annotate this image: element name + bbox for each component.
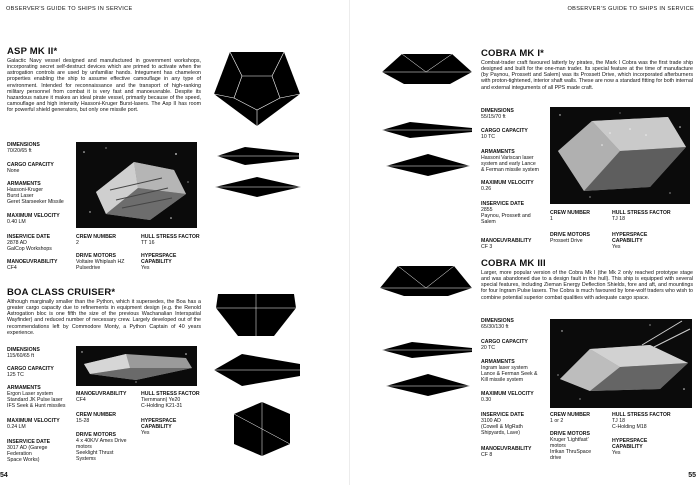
stat-label: CAPABILITY [141,424,172,430]
stat-value: Hassoni-Kruger [7,187,44,193]
stat-hull-stress [612,412,671,430]
stat-label: INSERVICE DATE [481,201,525,207]
ship-render-image [550,319,692,408]
stat-crew [550,210,590,222]
stat-value: 2 [76,240,79,246]
stat-manoeuvrability [481,446,531,458]
stat-value: TJ 18 [612,418,625,424]
stat-value: motors [76,444,92,450]
stat-value: 65/30/130 ft [481,324,509,330]
stat-dimensions [7,142,40,154]
stat-cargo [7,366,54,378]
stat-cargo [481,339,528,351]
cobra-mk3-diagram-top [378,262,474,298]
stat-label: MANOEUVRABILITY [7,259,58,265]
stat-label: HULL STRESS FACTOR [612,210,671,216]
stat-drive-motors [550,431,591,461]
stat-dimensions [481,318,514,330]
stat-armaments [7,181,64,205]
stat-value: 0.40 LM [7,219,26,225]
stat-label: MAXIMUM VELOCITY [7,418,60,424]
stat-value: IFS Seek & Hunt missiles [7,403,66,409]
stat-value: TT 16 [141,240,155,246]
stat-armaments [481,149,539,173]
asp-diagram-top [215,145,303,167]
stat-drive-motors [550,232,590,244]
boa-diagram-front [214,290,298,340]
stat-value: CF 8 [481,452,493,458]
stat-velocity [481,180,534,192]
stat-value: 2878 AD [7,240,27,246]
stat-value: (Cowell & MgRath [481,424,523,430]
stat-label: MAXIMUM VELOCITY [7,213,60,219]
stat-label: MANOEUVRABILITY [76,391,127,397]
stat-hull-stress [612,210,671,222]
boa-ship-photo [76,346,197,386]
stat-inservice-date [7,439,50,463]
stat-value: 1 [550,216,553,222]
stat-crew [76,234,116,246]
stat-value: C-Holding M18 [612,424,647,430]
stat-value: Voltaire Whiplash HZ [76,259,125,265]
stat-value: 2855 [481,207,493,213]
stat-value: Space Works) [7,457,40,463]
page-gutter [349,0,350,485]
stat-label: MANOEUVRABILITY [481,446,532,452]
stat-label: DIMENSIONS [481,318,514,324]
stat-value: 3017 AD (Garege [7,445,48,451]
stat-label: CAPABILITY [141,259,172,265]
ship-render-image [76,346,197,386]
stat-cargo [7,162,54,174]
stat-value: Tiernmann) Ye20 [141,397,181,403]
stat-value: Burst Laser [7,193,34,199]
stat-value: system and early Lance [481,161,536,167]
stat-value: None [7,168,20,174]
stat-value: 0.24 LM [7,424,26,430]
stat-manoeuvrability [7,259,57,271]
stat-value: Prossett Drive [550,238,583,244]
stat-hyperspace [141,253,176,271]
cobra-mk3-diagram-front [384,372,472,398]
ship-description: Although marginally smaller than the Python, which it supersedes, the Boa has a greater cargo capacity due to refinements in equipment design (e.g. the Renold Astrogation bloc is one fifth the size of the previous Wachanalian Interspatial Wayfinder) and reduced number of necessary crew. Largely developed out of the recommendations left by Commodore Monty, a Python Captain of 40 years experience. [7,299,201,336]
stat-label: CREW NUMBER [76,412,117,418]
stat-value: 0.30 [481,397,492,403]
stat-manoeuvrability [76,391,126,403]
stat-value: Shipyards, Lave) [481,430,520,436]
running-header-left: OBSERVER'S GUIDE TO SHIPS IN SERVICE [6,6,133,12]
stat-value: Salem [481,219,496,225]
stat-label: INSERVICE DATE [7,234,51,240]
stat-value: Standard JK Pulse laser [7,397,63,403]
stat-value: CF4 [7,265,17,271]
ship-render-image [76,142,197,228]
stat-value: Kill missile system [481,377,524,383]
stat-value: Ergon Laser system [7,391,54,397]
stat-value: Yes [141,265,150,271]
cobra-mk3-diagram-side [380,340,474,360]
stat-label: CAPABILITY [612,444,643,450]
ship-description: Galactic Navy vessel designed and manufactured in government workshops, incorporating secret self-destruct devices which are primed to activate when the astrogation controls are used by unfamiliar hands. Integument has chameleon properties enabling the ship to assume effective camouflage in any type of environment. Intended for reconnaissance and the transport of high-ranking military personnel from combat it is very fast and manoeuvrable. Despite its hazardous nature it makes an ideal pirate vessel, primarily because of the speed, camouflage and high intensity Hassoni-Kruger Burst-lasers. The Asp II has room for powerful shield generators, but only one missile port. [7,58,201,114]
stat-value: Yes [612,450,621,456]
stat-label: DRIVE MOTORS [76,253,116,259]
stat-label: CARGO CAPACITY [7,366,54,372]
stat-velocity [7,418,60,430]
stat-velocity [7,213,60,225]
stat-label: DRIVE MOTORS [76,432,116,438]
stat-label: INSERVICE DATE [481,412,525,418]
stat-label: DIMENSIONS [481,108,514,114]
stat-label: MANOEUVRABILITY [481,238,532,244]
stat-value: Ingram laser system [481,365,528,371]
stat-value: 70/20/65 ft [7,148,32,154]
stat-value: 55/15/70 ft [481,114,506,120]
stat-label: INSERVICE DATE [7,439,51,445]
ship-description: Combat-trader craft favoured latterly by pirates, the Mark I Cobra was the first trade ship designed and built for the one-man trader. Its special feature at the time of manufacture (by Paynou, Prossett and Salem) was its Prossett Drive, which incorporated afterburners with proton-tightened, interior shaft walls. These are now a standard fitting for both internal and external integuments of all PPS made craft. [481,60,693,91]
stat-value: Pulsedrive [76,265,101,271]
stat-label: DIMENSIONS [7,347,40,353]
stat-label: CREW NUMBER [550,210,591,216]
stat-velocity [481,391,534,403]
cobra-mk1-diagram-side [380,120,474,140]
stat-armaments [481,359,538,383]
stat-value: CF 3 [481,244,493,250]
stat-label: CARGO CAPACITY [7,162,54,168]
stat-value: CF4 [76,397,86,403]
ship-render-image [550,107,690,204]
stat-label: CARGO CAPACITY [481,128,528,134]
stat-dimensions [481,108,514,120]
stat-value: 20 TC [481,345,496,351]
stat-value: Lance & Ferman Seek & [481,371,538,377]
stat-crew [76,412,116,424]
asp-diagram-side [213,175,303,199]
asp-ship-photo [76,142,197,228]
stat-value: 125 TC [7,372,24,378]
stat-label: HYPERSPACE [141,253,177,259]
stat-hyperspace [612,232,647,250]
stat-value: 4 x 40K/V Ames Drive [76,438,127,444]
stat-label: DIMENSIONS [7,142,40,148]
stat-label: DRIVE MOTORS [550,232,590,238]
cobra-mk1-ship-photo [550,107,690,204]
running-header-right: OBSERVER'S GUIDE TO SHIPS IN SERVICE [567,6,694,12]
stat-value: 3100 AD [481,418,501,424]
stat-label: MAXIMUM VELOCITY [481,391,534,397]
stat-manoeuvrability [481,238,531,250]
stat-hull-stress [141,391,200,409]
stat-label: ARMAMENTS [7,385,41,391]
cobra-mk3-ship-photo [550,319,692,408]
stat-cargo [481,128,528,140]
stat-value: Geret Starseeker Missile [7,199,64,205]
stat-value: Irrikan ThruSpace [550,449,592,455]
page-number-left: 54 [0,472,8,479]
stat-value: Yes [612,244,621,250]
stat-crew [550,412,590,424]
stat-value: 10 TC [481,134,496,140]
ship-title: COBRA MK III [481,258,546,269]
stat-label: HULL STRESS FACTOR [141,234,200,240]
stat-value: Hassoni Variscan laser [481,155,534,161]
stat-value: motors [550,443,566,449]
stat-value: GalCop Workshops [7,246,52,252]
stat-label: MAXIMUM VELOCITY [481,180,534,186]
stat-label: HYPERSPACE [612,232,648,238]
stat-value: & Ferman missile system [481,167,539,173]
stat-inservice-date [481,412,524,436]
stat-inservice-date [7,234,52,252]
stat-value: 15-28 [76,418,90,424]
boa-diagram-top [212,350,302,390]
stat-value: TJ 18 [612,216,625,222]
stat-value: Kruger 'Lightfast' [550,437,589,443]
stat-value: Seeklight Thrust [76,450,114,456]
stat-label: HYPERSPACE [141,418,177,424]
ship-description: Larger, more popular version of the Cobra Mk I (the Mk 2 only reached prototype stage and was abandoned due to a design fault in the hull). This ship is equipped with several special features, including Zieman Energy Deflection Shields, fore and aft, and mountings for four Ingram Pulse lasers. The Cobra is much favoured by lone-wolf traders who wish to combine potential superior combat qualities with adequate cargo space. [481,270,693,301]
stat-hyperspace [141,418,176,436]
stat-hull-stress [141,234,200,246]
stat-label: ARMAMENTS [481,359,515,365]
stat-value: Yes [141,430,150,436]
cobra-mk1-diagram-front [384,152,472,178]
boa-diagram-side [232,400,292,458]
stat-label: HULL STRESS FACTOR [612,412,671,418]
asp-diagram-front [212,48,302,128]
stat-label: HULL STRESS FACTOR [141,391,200,397]
stat-value: 0.26 [481,186,492,192]
stat-label: CREW NUMBER [550,412,591,418]
stat-value: 115/60/65 ft [7,353,35,359]
stat-value: drive [550,455,562,461]
stat-label: CARGO CAPACITY [481,339,528,345]
stat-value: 1 or 2 [550,418,564,424]
stat-inservice-date [481,201,531,225]
stat-value: Systems [76,456,96,462]
ship-title: BOA CLASS CRUISER* [7,287,116,298]
stat-dimensions [7,347,40,359]
stat-value: Paynou, Prossett and [481,213,531,219]
page-number-right: 55 [688,472,696,479]
stat-value: Federation [7,451,32,457]
stat-drive-motors [76,253,124,271]
stat-label: HYPERSPACE [612,438,648,444]
stat-label: ARMAMENTS [7,181,41,187]
stat-label: ARMAMENTS [481,149,515,155]
cobra-mk1-diagram-top [380,48,474,88]
stat-drive-motors [76,432,126,462]
stat-label: CREW NUMBER [76,234,117,240]
ship-title: COBRA MK I* [481,48,545,59]
stat-value: C-Holding K21-31 [141,403,183,409]
ship-title: ASP MK II* [7,46,58,57]
stat-label: DRIVE MOTORS [550,431,590,437]
stat-label: CAPABILITY [612,238,643,244]
stat-armaments [7,385,66,409]
stat-hyperspace [612,438,647,456]
